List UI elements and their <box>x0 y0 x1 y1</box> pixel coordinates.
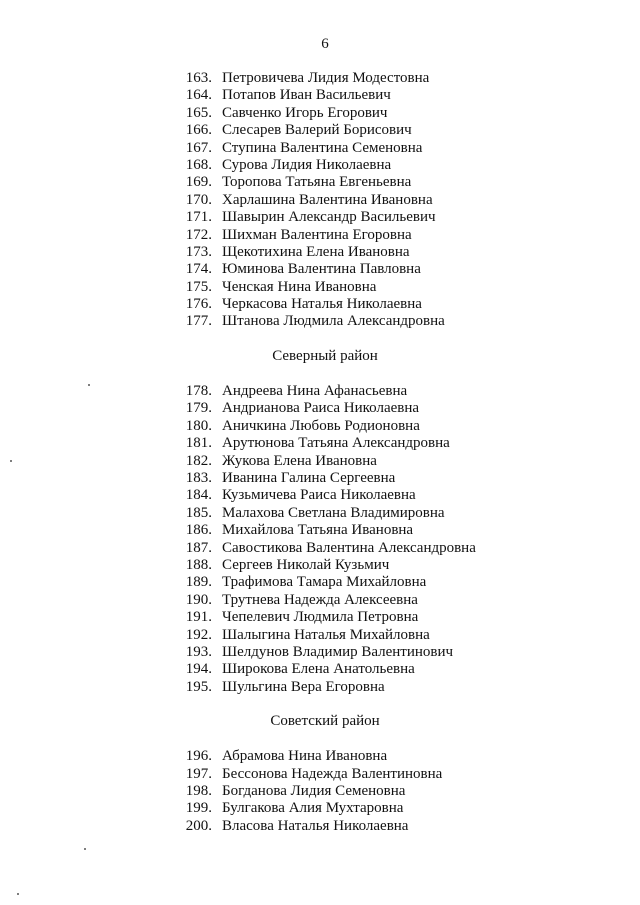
entry-name: Богданова Лидия Семеновна <box>222 783 406 800</box>
entry-name: Черкасова Наталья Николаевна <box>222 296 422 313</box>
list-item <box>0 261 640 278</box>
name-list <box>0 70 640 331</box>
entry-number: 185. <box>185 504 212 521</box>
entry-number: 177. <box>185 313 212 330</box>
entry-number: 200. <box>185 817 212 834</box>
list-item <box>0 418 640 435</box>
entry-name: Щекотихина Елена Ивановна <box>222 243 410 260</box>
entry-number: 171. <box>185 209 212 226</box>
entry-number: 183. <box>185 469 212 486</box>
entry-name: Харлашина Валентина Ивановна <box>222 191 433 208</box>
entry-name: Трутнева Надежда Алексеевна <box>222 591 418 608</box>
list-item <box>0 487 640 504</box>
entry-number: 167. <box>185 139 212 156</box>
list-item <box>0 209 640 226</box>
entry-name: Трафимова Тамара Михайловна <box>222 574 427 591</box>
list-item <box>0 609 640 626</box>
entry-number: 184. <box>185 487 212 504</box>
list-item <box>0 644 640 661</box>
list-item <box>0 557 640 574</box>
entry-number: 164. <box>185 87 212 104</box>
list-item <box>0 766 640 783</box>
list-item <box>0 244 640 261</box>
entry-number: 189. <box>185 574 212 591</box>
entry-name: Аничкина Любовь Родионовна <box>222 417 420 434</box>
list-item <box>0 192 640 209</box>
entry-name: Жукова Елена Ивановна <box>222 452 377 469</box>
entry-name: Савченко Игорь Егорович <box>222 104 388 121</box>
entry-name: Слесарев Валерий Борисович <box>222 122 412 139</box>
entry-name: Торопова Татьяна Евгеньевна <box>222 174 412 191</box>
entry-number: 199. <box>185 800 212 817</box>
entry-number: 190. <box>185 591 212 608</box>
entry-number: 191. <box>185 609 212 626</box>
name-list <box>0 383 640 696</box>
list-item <box>0 140 640 157</box>
list-item <box>0 122 640 139</box>
district-heading: Северный район <box>272 348 378 365</box>
list-item <box>0 627 640 644</box>
entry-number: 193. <box>185 643 212 660</box>
entry-name: Арутюнова Татьяна Александровна <box>222 435 450 452</box>
entry-name: Ченская Нина Ивановна <box>222 278 377 295</box>
list-item <box>0 279 640 296</box>
list-item <box>0 679 640 696</box>
entry-number: 169. <box>185 174 212 191</box>
list-item <box>0 383 640 400</box>
list-item <box>0 540 640 557</box>
list-item <box>0 505 640 522</box>
page-number: 6 <box>321 36 329 52</box>
entry-name: Широкова Елена Анатольевна <box>222 661 415 678</box>
district-heading: Советский район <box>270 713 380 730</box>
entry-number: 172. <box>185 226 212 243</box>
entry-name: Чепелевич Людмила Петровна <box>222 609 419 626</box>
entry-name: Кузьмичева Раиса Николаевна <box>222 487 416 504</box>
scan-speck <box>88 384 90 386</box>
entry-name: Петровичева Лидия Модестовна <box>222 70 430 86</box>
entry-number: 195. <box>185 678 212 695</box>
list-item <box>0 227 640 244</box>
entry-number: 197. <box>185 765 212 782</box>
entry-number: 187. <box>185 539 212 556</box>
entry-name: Сурова Лидия Николаевна <box>222 156 392 173</box>
list-item <box>0 400 640 417</box>
entry-number: 186. <box>185 522 212 539</box>
name-list <box>0 748 640 835</box>
list-item <box>0 470 640 487</box>
entry-number: 180. <box>185 417 212 434</box>
list-item <box>0 818 640 835</box>
entry-name: Савостикова Валентина Александровна <box>222 539 476 556</box>
entry-name: Сергеев Николай Кузьмич <box>222 556 390 573</box>
entry-number: 194. <box>185 661 212 678</box>
entry-name: Андреева Нина Афанасьевна <box>222 383 408 400</box>
entry-number: 179. <box>185 400 212 417</box>
entry-number: 163. <box>185 70 212 86</box>
entry-name: Власова Наталья Николаевна <box>222 817 409 834</box>
entry-name: Бессонова Надежда Валентиновна <box>222 765 443 782</box>
entry-number: 165. <box>185 104 212 121</box>
entry-name: Шульгина Вера Егоровна <box>222 678 385 695</box>
entry-number: 181. <box>185 435 212 452</box>
list-item <box>0 574 640 591</box>
entry-number: 178. <box>185 383 212 400</box>
entry-name: Абрамова Нина Ивановна <box>222 748 388 765</box>
list-item <box>0 453 640 470</box>
list-item <box>0 435 640 452</box>
scan-speck <box>84 848 86 850</box>
entry-name: Потапов Иван Васильевич <box>222 87 391 104</box>
entry-name: Ступина Валентина Семеновна <box>222 139 423 156</box>
list-item <box>0 748 640 765</box>
list-item <box>0 800 640 817</box>
list-item <box>0 105 640 122</box>
entry-number: 176. <box>185 296 212 313</box>
entry-name: Шавырин Александр Васильевич <box>222 209 436 226</box>
list-item <box>0 70 640 87</box>
entry-name: Шелдунов Владимир Валентинович <box>222 643 454 660</box>
list-item <box>0 296 640 313</box>
document-body <box>0 70 640 835</box>
entry-name: Штанова Людмила Александровна <box>222 313 445 330</box>
entry-number: 174. <box>185 261 212 278</box>
entry-number: 196. <box>185 748 212 765</box>
entry-number: 192. <box>185 626 212 643</box>
entry-number: 173. <box>185 243 212 260</box>
list-item <box>0 661 640 678</box>
scan-speck <box>10 460 12 462</box>
entry-number: 182. <box>185 452 212 469</box>
entry-number: 168. <box>185 156 212 173</box>
list-item <box>0 783 640 800</box>
entry-name: Шихман Валентина Егоровна <box>222 226 412 243</box>
list-item <box>0 522 640 539</box>
entry-name: Михайлова Татьяна Ивановна <box>222 522 414 539</box>
list-item <box>0 592 640 609</box>
entry-number: 188. <box>185 556 212 573</box>
entry-name: Малахова Светлана Владимировна <box>222 504 445 521</box>
list-item <box>0 313 640 330</box>
list-item <box>0 157 640 174</box>
entry-number: 198. <box>185 783 212 800</box>
entry-name: Булгакова Алия Мухтаровна <box>222 800 404 817</box>
list-item <box>0 87 640 104</box>
entry-name: Иванина Галина Сергеевна <box>222 469 396 486</box>
entry-number: 166. <box>185 122 212 139</box>
entry-name: Шалыгина Наталья Михайловна <box>222 626 430 643</box>
entry-number: 175. <box>185 278 212 295</box>
entry-number: 170. <box>185 191 212 208</box>
list-item <box>0 174 640 191</box>
entry-name: Юминова Валентина Павловна <box>222 261 421 278</box>
entry-name: Андрианова Раиса Николаевна <box>222 400 420 417</box>
scan-speck <box>17 893 19 895</box>
